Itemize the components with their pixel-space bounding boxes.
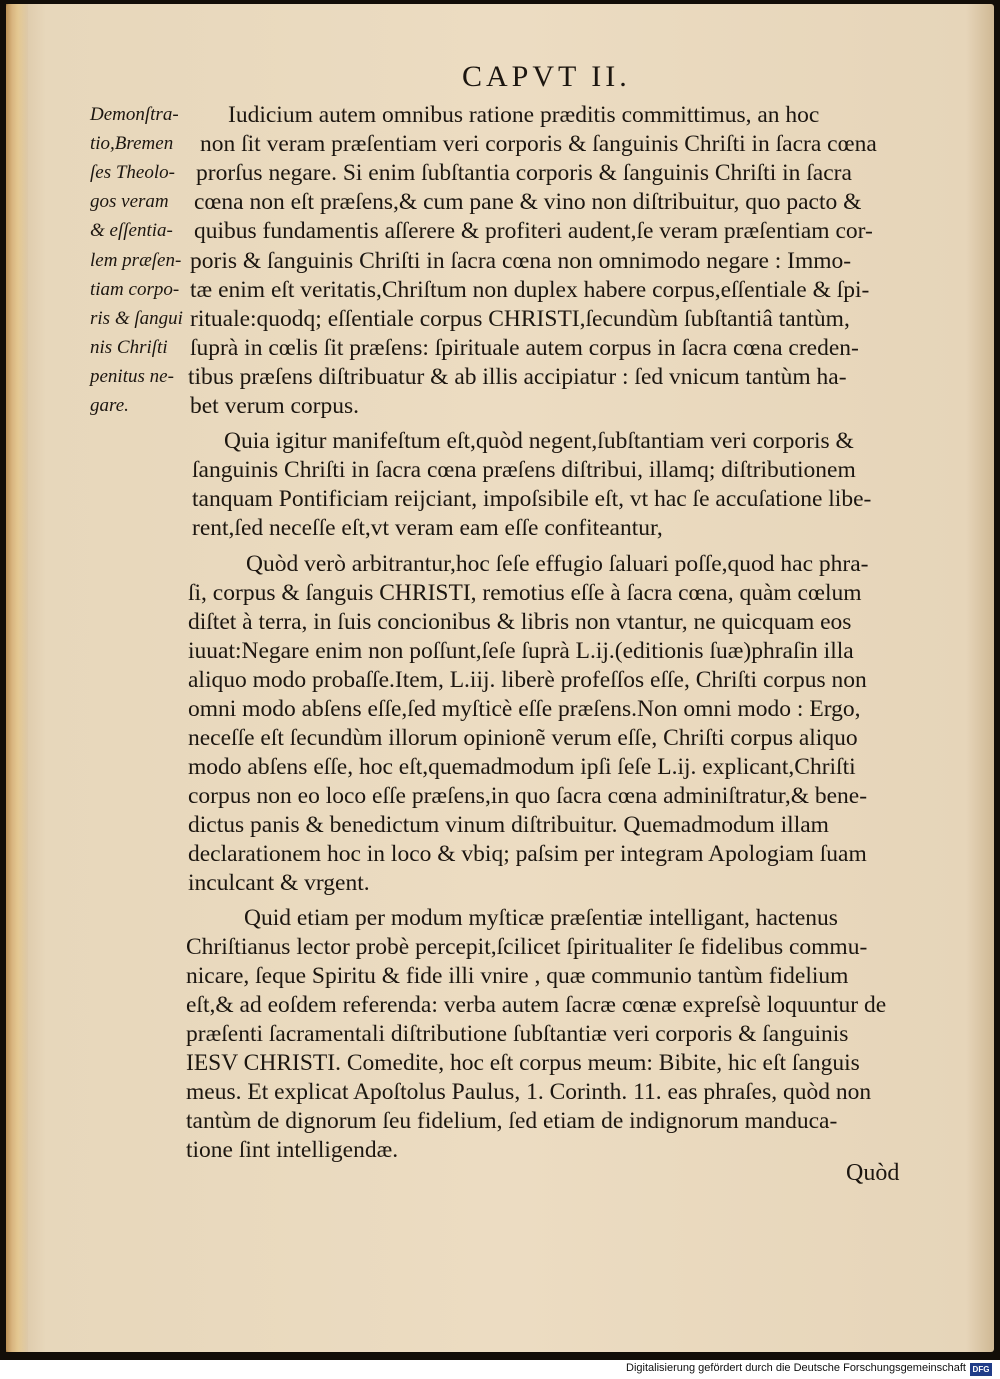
text-line: modo abſens eſſe, hoc eſt,quemadmodum ipſi ſeſe L.ij. explicant,Chriſti [188, 754, 856, 780]
text-line: declarationem hoc in loco & vbiq; paſsim per integram Apologiam ſuam [188, 841, 867, 867]
footer-bar [0, 1360, 1000, 1379]
margin-note-line: gare. [90, 395, 129, 416]
text-line: ſuprà in cœlis ſit præſens: ſpirituale autem corpus in ſacra cœna creden- [190, 335, 859, 361]
text-line: Iudicium autem omnibus ratione præditis committimus, an hoc [228, 102, 820, 128]
text-line: ſi, corpus & ſanguis CHRISTI, remotius eſſe à ſacra cœna, quàm cœlum [188, 580, 862, 606]
text-line: meus. Et explicat Apoſtolus Paulus, 1. Corinth. 11. eas phraſes, quòd non [186, 1079, 872, 1105]
text-line: neceſſe eſt ſecundùm illorum opinionẽ verum eſſe, Chriſti corpus aliquo [188, 725, 858, 751]
text-line: omni modo abſens eſſe,ſed myſticè eſſe præſens.Non omni modo : Ergo, [188, 696, 861, 722]
text-line: Quòd verò arbitrantur,hoc ſeſe effugio ſaluari poſſe,quod hac phra- [246, 551, 869, 577]
margin-note-line: Demonſtra- [90, 104, 179, 125]
text-line: eſt,& ad eoſdem referenda: verba autem ſacræ cœnæ expreſsè loquuntur de [186, 992, 887, 1018]
text-line: Quia igitur manifeſtum eſt,quòd negent,ſubſtantiam veri corporis & [224, 428, 854, 454]
margin-note-line: gos veram [90, 191, 169, 212]
text-line: ſanguinis Chriſti in ſacra cœna præſens diſtribui, illamq; diſtributionem [192, 457, 856, 483]
text-line: cœna non eſt præſens,& cum pane & vino non diſtribuitur, quo pacto & [194, 189, 862, 215]
text-line: IESV CHRISTI. Comedite, hoc eſt corpus meum: Bibite, hic eſt ſanguis [186, 1050, 860, 1076]
margin-note-line: ris & ſangui [90, 308, 183, 329]
text-line: tanquam Pontificiam reijciant, impoſsibile eſt, vt hac ſe accuſatione libe- [192, 486, 872, 512]
funding-credit: Digitalisierung gefördert durch die Deutsche Forschungsgemeinschaft [626, 1362, 966, 1374]
text-line: dictus panis & benedictum vinum diſtribuitur. Quemadmodum illam [188, 812, 829, 838]
text-line: nicare, ſeque Spiritu & fide illi vnire , quæ communio tantùm fidelium [186, 963, 849, 989]
margin-note-line: nis Chriſti [90, 337, 168, 358]
text-line: non ſit veram præſentiam veri corporis & ſanguinis Chriſti in ſacra cœna [200, 131, 877, 157]
text-line: inculcant & vrgent. [188, 870, 370, 896]
dfg-logo-icon: DFG [970, 1363, 992, 1376]
text-line: rituale:quodq; eſſentiale corpus CHRISTI,ſecundùm ſubſtantiâ tantùm, [190, 306, 850, 332]
text-line: præſenti ſacramentali diſtributione ſubſtantiæ veri corporis & ſanguinis [186, 1021, 849, 1047]
margin-note-line: tio,Bremen [90, 133, 174, 154]
margin-note-line: tiam corpo- [90, 279, 180, 300]
text-line: tibus præſens diſtribuatur & ab illis accipiatur : ſed vnicum tantùm ha- [188, 364, 847, 390]
text-line: poris & ſanguinis Chriſti in ſacra cœna non omnimodo negare : Immo- [190, 248, 852, 274]
margin-note-line: penitus ne- [90, 366, 174, 387]
text-line: bet verum corpus. [190, 393, 360, 419]
text-line: tæ enim eſt veritatis,Chriſtum non duplex habere corpus,eſſentiale & ſpi- [190, 277, 870, 303]
text-line: rent,ſed neceſſe eſt,vt veram eam eſſe confiteantur, [192, 515, 663, 541]
page-gutter-edge [6, 4, 28, 1352]
text-line: tantùm de dignorum ſeu fidelium, ſed etiam de indignorum manduca- [186, 1108, 838, 1134]
text-line: Chriſtianus lector probè percepit,ſcilicet ſpiritualiter ſe fidelibus commu- [186, 934, 868, 960]
margin-note-line: lem præſen- [90, 250, 182, 271]
catchword: Quòd [846, 1160, 900, 1186]
text-line: quibus fundamentis aſſerere & profiteri audent,ſe veram præſentiam cor- [194, 218, 873, 244]
text-line: iuuat:Negare enim non poſſunt,ſeſe ſuprà L.ij.(editionis ſuæ)phraſin illa [188, 638, 854, 664]
text-line: prorſus negare. Si enim ſubſtantia corporis & ſanguinis Chriſti in ſacra [196, 160, 852, 186]
running-head: CAPVT II. [462, 60, 631, 93]
text-line: tione ſint intelligendæ. [186, 1137, 399, 1163]
margin-note-line: ſes Theolo- [90, 162, 175, 183]
text-line: Quid etiam per modum myſticæ præſentiæ intelligant, hactenus [244, 905, 838, 931]
text-line: corpus non eo loco eſſe præſens,in quo ſacra cœna adminiſtratur,& bene- [188, 783, 868, 809]
text-line: aliquo modo probaſſe.Item, L.iij. liberè profeſſos eſſe, Chriſti corpus non [188, 667, 867, 693]
text-line: diſtet à terra, in ſuis concionibus & libris non vtantur, ne quicquam eos [188, 609, 852, 635]
margin-note-line: & eſſentia- [90, 220, 173, 241]
